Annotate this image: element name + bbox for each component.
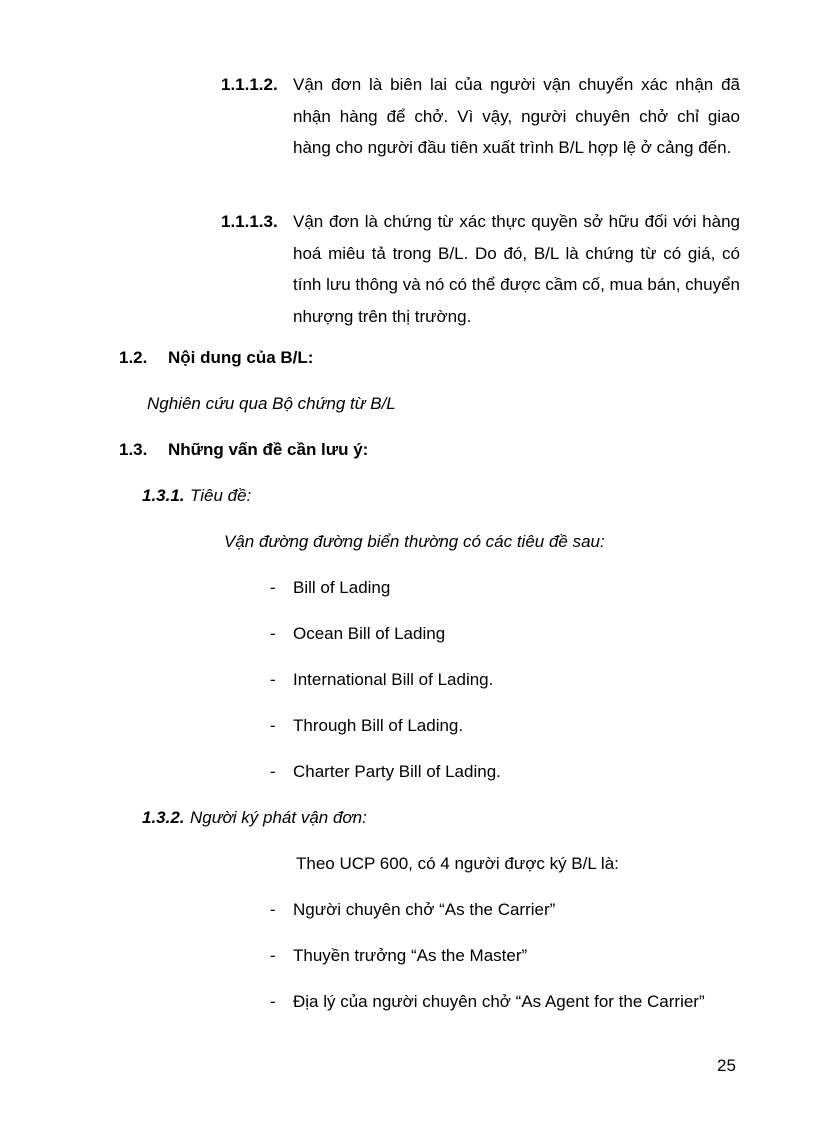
section-intro-1-3-1: Vận đường đường biển thường có các tiêu đề sau: (224, 532, 605, 551)
bullet-dash: - (270, 946, 276, 965)
section-text-1-1-1-2: Vận đơn là biên lai của người vận chuyển xác nhận đã nhận hàng để chở. Vì vậy, người chuyên chở chỉ giao hàng cho người đầu tiên xuất trình B/L hợp lệ ở cảng đến. (293, 75, 740, 157)
section-number-1-3-2: 1.3.2. (142, 808, 185, 827)
section-title-1-3: Những vấn đề cần lưu ý: (168, 440, 369, 459)
list-item: Ocean Bill of Lading (293, 624, 446, 643)
section-number-1-2: 1.2. (119, 348, 148, 367)
list-item: Charter Party Bill of Lading. (293, 762, 501, 781)
list-item: Bill of Lading (293, 578, 391, 597)
bullet-dash: - (270, 762, 276, 781)
list-item: Địa lý của người chuyên chở “As Agent for the Carrier” (293, 992, 705, 1011)
bullet-dash: - (270, 992, 276, 1011)
section-title-1-2: Nội dung của B/L: (168, 348, 314, 367)
section-number-1-3-1: 1.3.1. (142, 486, 185, 505)
bullet-dash: - (270, 900, 276, 919)
section-number-1-1-1-2: 1.1.1.2. (221, 75, 278, 94)
list-item: Người chuyên chở “As the Carrier” (293, 900, 556, 919)
section-title-1-3-2: Người ký phát vận đơn: (190, 808, 367, 827)
section-text-1-1-1-3: Vận đơn là chứng từ xác thực quyền sở hữu đối với hàng hoá miêu tả trong B/L. Do đó, B/L là chứng từ có giá, có tính lưu thông và nó có thể được cầm cố, mua bán, chuyển nhượng trên thị trường. (293, 212, 740, 326)
list-item: International Bill of Lading. (293, 670, 494, 689)
bullet-dash: - (270, 716, 276, 735)
section-intro-1-3-2: Theo UCP 600, có 4 người được ký B/L là: (296, 854, 619, 873)
section-title-1-3-1: Tiêu đề: (190, 486, 252, 505)
section-note-1-2: Nghiên cứu qua Bộ chứng từ B/L (147, 394, 396, 413)
list-item: Through Bill of Lading. (293, 716, 464, 735)
page-number: 25 (717, 1056, 736, 1075)
bullet-dash: - (270, 578, 276, 597)
list-item: Thuyền trưởng “As the Master” (293, 946, 528, 965)
bullet-dash: - (270, 624, 276, 643)
section-number-1-1-1-3: 1.1.1.3. (221, 212, 278, 231)
bullet-dash: - (270, 670, 276, 689)
section-number-1-3: 1.3. (119, 440, 148, 459)
